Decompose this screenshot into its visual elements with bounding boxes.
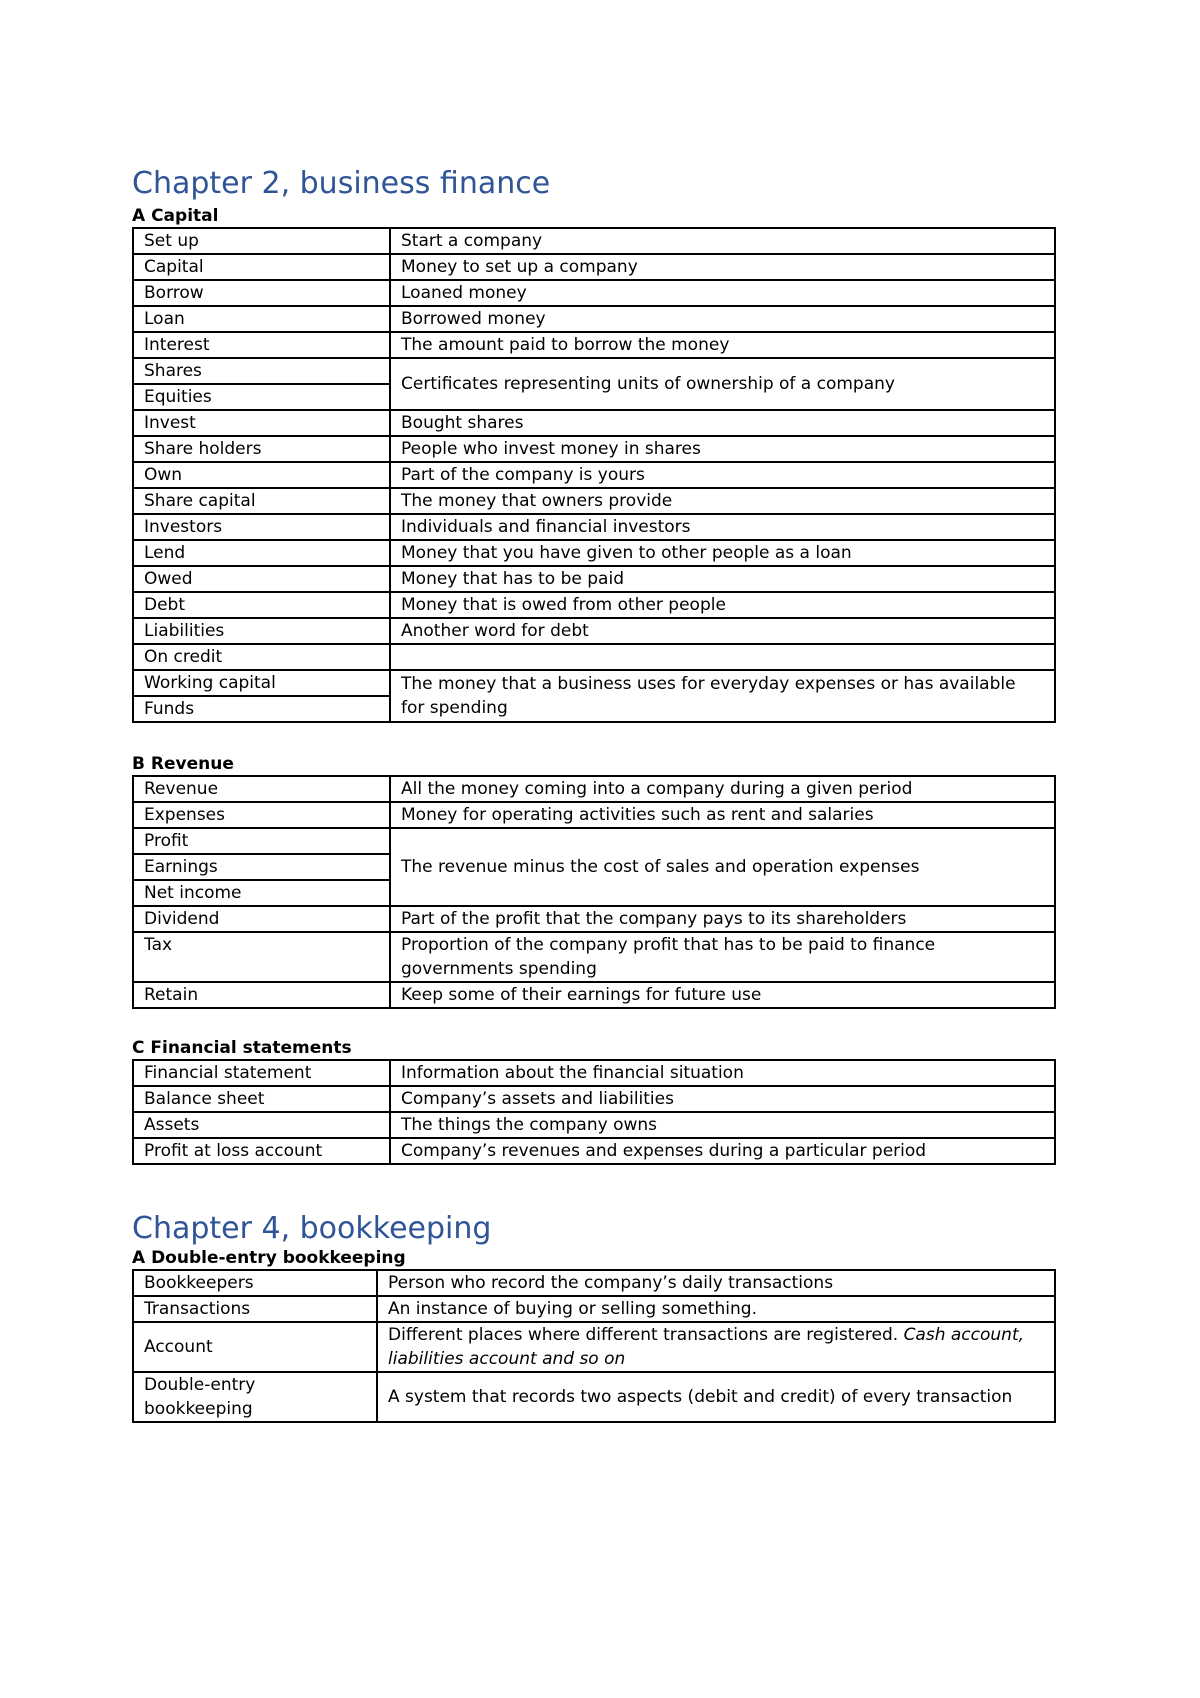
definition-cell: The money that owners provide: [390, 488, 1055, 514]
definition-cell: Start a company: [390, 228, 1055, 254]
term-cell: Profit: [133, 828, 390, 854]
section-b-revenue-heading: B Revenue: [132, 754, 234, 774]
term-cell: Share holders: [133, 436, 390, 462]
table-row: [133, 776, 1055, 802]
table-row: [133, 592, 1055, 618]
definition-cell: Proportion of the company profit that has to be paid to finance governments spending: [390, 932, 1055, 982]
definition-cell: Money that is owed from other people: [390, 592, 1055, 618]
term-cell: Profit at loss account: [133, 1138, 390, 1164]
term-cell: Dividend: [133, 906, 390, 932]
table-row: [133, 1060, 1055, 1086]
term-cell: Funds: [133, 696, 390, 722]
chapter-4-title: Chapter 4, bookkeeping: [132, 1211, 492, 1246]
definition-cell: Certificates representing units of ownership of a company: [390, 358, 1055, 410]
table-row: [133, 228, 1055, 254]
definition-cell: Part of the company is yours: [390, 462, 1055, 488]
table-row: [133, 358, 1055, 384]
table-row: [133, 1322, 1055, 1372]
definition-cell: Borrowed money: [390, 306, 1055, 332]
definition-text: Different places where different transactions are registered.: [388, 1325, 899, 1345]
term-cell: Shares: [133, 358, 390, 384]
term-cell: Investors: [133, 514, 390, 540]
table-row: [133, 1372, 1055, 1422]
table-row: [133, 932, 1055, 982]
definition-cell: [377, 1322, 1055, 1372]
definition-cell: Person who record the company’s daily transactions: [377, 1270, 1055, 1296]
table-row: [133, 618, 1055, 644]
definition-cell: Money that you have given to other people as a loan: [390, 540, 1055, 566]
definition-example: Cash account, liabilities account and so on: [388, 1325, 1025, 1369]
table-row: [133, 566, 1055, 592]
definition-cell: The amount paid to borrow the money: [390, 332, 1055, 358]
section-a-capital-heading: A Capital: [132, 206, 219, 226]
term-cell: Interest: [133, 332, 390, 358]
table-row: [133, 462, 1055, 488]
definition-cell: People who invest money in shares: [390, 436, 1055, 462]
document-page: [132, 0, 1056, 1423]
empty-definition-cell: [390, 644, 1055, 670]
definition-cell: All the money coming into a company during a given period: [390, 776, 1055, 802]
financial-statements-table: [132, 1059, 1056, 1165]
term-cell: Balance sheet: [133, 1086, 390, 1112]
term-cell: Earnings: [133, 854, 390, 880]
section-c-financial-statements-heading: C Financial statements: [132, 1038, 352, 1058]
term-cell: Financial statement: [133, 1060, 390, 1086]
table-row: [133, 1270, 1055, 1296]
definition-cell: Bought shares: [390, 410, 1055, 436]
table-row: [133, 670, 1055, 696]
definition-cell: Money for operating activities such as rent and salaries: [390, 802, 1055, 828]
term-cell: Share capital: [133, 488, 390, 514]
table-row: [133, 306, 1055, 332]
definition-cell: The things the company owns: [390, 1112, 1055, 1138]
definition-cell: Keep some of their earnings for future use: [390, 982, 1055, 1008]
term-cell: Debt: [133, 592, 390, 618]
term-cell: Double-entry bookkeeping: [133, 1372, 377, 1422]
table-row: [133, 488, 1055, 514]
definition-cell: Money to set up a company: [390, 254, 1055, 280]
term-cell: Equities: [133, 384, 390, 410]
table-row: [133, 1112, 1055, 1138]
term-cell: Revenue: [133, 776, 390, 802]
term-cell: Invest: [133, 410, 390, 436]
table-row: [133, 436, 1055, 462]
double-entry-table: [132, 1269, 1056, 1423]
definition-cell: Money that has to be paid: [390, 566, 1055, 592]
definition-cell: Part of the profit that the company pays to its shareholders: [390, 906, 1055, 932]
table-row: [133, 1086, 1055, 1112]
table-row: [133, 644, 1055, 670]
term-cell: Owed: [133, 566, 390, 592]
definition-cell: Individuals and financial investors: [390, 514, 1055, 540]
table-row: [133, 906, 1055, 932]
term-cell: Capital: [133, 254, 390, 280]
table-row: [133, 540, 1055, 566]
chapter-2-title: Chapter 2, business finance: [132, 166, 551, 201]
term-cell: Own: [133, 462, 390, 488]
table-row: [133, 514, 1055, 540]
definition-cell: A system that records two aspects (debit and credit) of every transaction: [377, 1372, 1055, 1422]
term-cell: Retain: [133, 982, 390, 1008]
term-cell: Bookkeepers: [133, 1270, 377, 1296]
capital-table: [132, 227, 1056, 723]
term-cell: On credit: [133, 644, 390, 670]
term-cell: Tax: [133, 932, 390, 982]
definition-cell: Company’s assets and liabilities: [390, 1086, 1055, 1112]
term-cell: Borrow: [133, 280, 390, 306]
term-cell: Liabilities: [133, 618, 390, 644]
term-cell: Net income: [133, 880, 390, 906]
table-row: [133, 410, 1055, 436]
definition-cell: The money that a business uses for everyday expenses or has available for spending: [390, 670, 1055, 722]
table-row: [133, 1296, 1055, 1322]
definition-cell: Another word for debt: [390, 618, 1055, 644]
definition-cell: The revenue minus the cost of sales and operation expenses: [390, 828, 1055, 906]
table-row: [133, 802, 1055, 828]
table-row: [133, 254, 1055, 280]
table-row: [133, 982, 1055, 1008]
term-cell: Lend: [133, 540, 390, 566]
term-cell: Assets: [133, 1112, 390, 1138]
term-cell: Set up: [133, 228, 390, 254]
definition-cell: Company’s revenues and expenses during a particular period: [390, 1138, 1055, 1164]
definition-cell: Information about the financial situation: [390, 1060, 1055, 1086]
term-cell: Working capital: [133, 670, 390, 696]
definition-cell: An instance of buying or selling something.: [377, 1296, 1055, 1322]
term-cell: Expenses: [133, 802, 390, 828]
table-row: [133, 1138, 1055, 1164]
term-cell: Account: [133, 1322, 377, 1372]
term-cell: Loan: [133, 306, 390, 332]
section-a-double-entry-heading: A Double-entry bookkeeping: [132, 1248, 406, 1268]
table-row: [133, 828, 1055, 854]
definition-cell: Loaned money: [390, 280, 1055, 306]
table-row: [133, 332, 1055, 358]
term-cell: Transactions: [133, 1296, 377, 1322]
revenue-table: [132, 775, 1056, 1009]
table-row: [133, 280, 1055, 306]
